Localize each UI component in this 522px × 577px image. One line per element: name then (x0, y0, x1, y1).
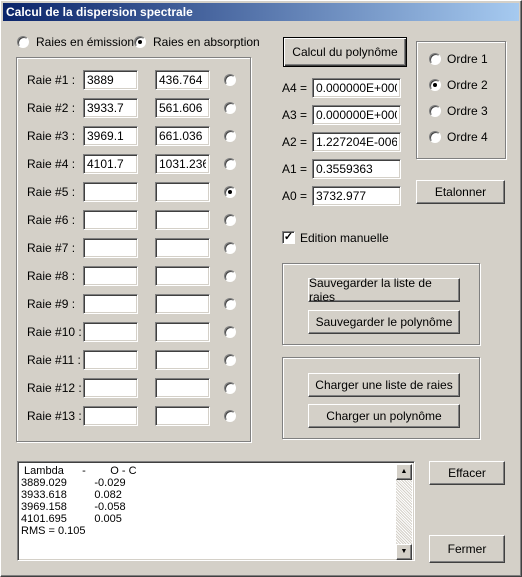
raie-select-radio[interactable] (224, 410, 236, 422)
coefficient-label: A0 = (282, 189, 308, 203)
raie-select-radio[interactable] (224, 102, 236, 114)
raie-pixel-field[interactable] (155, 98, 210, 118)
load-raies-button[interactable]: Charger une liste de raies (308, 373, 460, 397)
order-label[interactable]: Ordre 3 (447, 104, 488, 118)
raie-select-radio[interactable] (224, 242, 236, 254)
raie-pixel-field[interactable] (155, 350, 210, 370)
raie-label: Raie #6 : (27, 213, 76, 227)
raie-label: Raie #4 : (27, 157, 76, 171)
title-bar[interactable] (3, 3, 519, 21)
coefficient-field[interactable] (312, 105, 401, 125)
coefficient-label: A2 = (282, 135, 308, 149)
raie-lambda-field[interactable] (83, 378, 138, 398)
raie-select-radio[interactable] (224, 270, 236, 282)
coefficient-field[interactable] (312, 186, 401, 206)
order-label[interactable]: Ordre 1 (447, 52, 488, 66)
order-radio[interactable] (429, 131, 441, 143)
order-label[interactable]: Ordre 2 (447, 78, 488, 92)
raie-select-radio[interactable] (224, 130, 236, 142)
raie-lambda-field[interactable] (83, 238, 138, 258)
raie-pixel-field[interactable] (155, 182, 210, 202)
raie-label: Raie #3 : (27, 129, 76, 143)
raie-select-radio[interactable] (224, 214, 236, 226)
emission-radio[interactable] (17, 36, 29, 48)
results-scrollbar[interactable] (396, 464, 412, 560)
raie-lambda-field[interactable] (83, 322, 138, 342)
raie-label: Raie #12 : (27, 381, 82, 395)
save-polynome-button[interactable]: Sauvegarder le polynôme (308, 310, 460, 334)
order-label[interactable]: Ordre 4 (447, 130, 488, 144)
raie-pixel-field[interactable] (155, 294, 210, 314)
order-radio[interactable] (429, 53, 441, 65)
order-radio[interactable] (429, 79, 441, 91)
raie-lambda-field[interactable] (83, 210, 138, 230)
raie-lambda-field[interactable] (83, 154, 138, 174)
raie-pixel-field[interactable] (155, 238, 210, 258)
raie-select-radio[interactable] (224, 326, 236, 338)
coefficient-label: A3 = (282, 108, 308, 122)
emission-label[interactable]: Raies en émission (36, 35, 135, 49)
window-title: Calcul de la dispersion spectrale (6, 5, 193, 19)
effacer-button[interactable]: Effacer (429, 461, 505, 485)
raie-select-radio[interactable] (224, 74, 236, 86)
raie-select-radio[interactable] (224, 382, 236, 394)
raie-pixel-field[interactable] (155, 266, 210, 286)
coefficient-field[interactable] (312, 132, 401, 152)
raie-select-radio[interactable] (224, 298, 236, 310)
save-raies-button[interactable]: Sauvegarder la liste de raies (308, 278, 460, 302)
calcul-polynome-button[interactable]: Calcul du polynôme (283, 37, 407, 67)
coefficient-field[interactable] (312, 78, 401, 98)
raie-lambda-field[interactable] (83, 126, 138, 146)
raie-pixel-field[interactable] (155, 154, 210, 174)
raie-lambda-field[interactable] (83, 266, 138, 286)
raie-label: Raie #1 : (27, 73, 76, 87)
absorption-radio[interactable] (134, 36, 146, 48)
raie-select-radio[interactable] (224, 186, 236, 198)
raie-label: Raie #2 : (27, 101, 76, 115)
raie-label: Raie #5 : (27, 185, 76, 199)
edition-manuelle-checkbox[interactable]: ✓ (283, 231, 294, 243)
raie-pixel-field[interactable] (155, 406, 210, 426)
raie-label: Raie #11 : (27, 353, 81, 367)
coefficient-label: A4 = (282, 81, 308, 95)
scroll-down-icon[interactable]: ▼ (396, 544, 412, 560)
raie-lambda-field[interactable] (83, 182, 138, 202)
load-polynome-button[interactable]: Charger un polynôme (308, 404, 460, 428)
results-line: Lambda - O - C (21, 465, 137, 477)
raie-pixel-field[interactable] (155, 322, 210, 342)
fermer-button[interactable]: Fermer (429, 535, 505, 563)
scroll-up-icon[interactable]: ▲ (396, 464, 412, 480)
raie-label: Raie #13 : (27, 409, 82, 423)
raie-lambda-field[interactable] (83, 294, 138, 314)
results-line: 4101.695 0.005 (21, 513, 122, 525)
results-line: 3969.158 -0.058 (21, 501, 126, 513)
raie-select-radio[interactable] (224, 354, 236, 366)
raie-pixel-field[interactable] (155, 210, 210, 230)
results-line: RMS = 0.105 (21, 525, 86, 537)
raie-lambda-field[interactable] (83, 350, 138, 370)
raie-pixel-field[interactable] (155, 70, 210, 90)
raie-label: Raie #7 : (27, 241, 76, 255)
raie-label: Raie #8 : (27, 269, 76, 283)
order-radio[interactable] (429, 105, 441, 117)
raie-pixel-field[interactable] (155, 378, 210, 398)
raie-select-radio[interactable] (224, 158, 236, 170)
raie-lambda-field[interactable] (83, 98, 138, 118)
raie-lambda-field[interactable] (83, 70, 138, 90)
coefficient-field[interactable] (312, 159, 401, 179)
raie-label: Raie #10 : (27, 325, 82, 339)
etalonner-button[interactable]: Etalonner (416, 180, 505, 204)
raie-lambda-field[interactable] (83, 406, 138, 426)
results-line: 3889.029 -0.029 (21, 477, 126, 489)
raie-pixel-field[interactable] (155, 126, 210, 146)
results-output[interactable] (17, 461, 415, 561)
coefficient-label: A1 = (282, 162, 308, 176)
raie-label: Raie #9 : (27, 297, 76, 311)
edition-manuelle-label[interactable]: Edition manuelle (300, 231, 389, 245)
results-line: 3933.618 0.082 (21, 489, 122, 501)
absorption-label[interactable]: Raies en absorption (153, 35, 260, 49)
